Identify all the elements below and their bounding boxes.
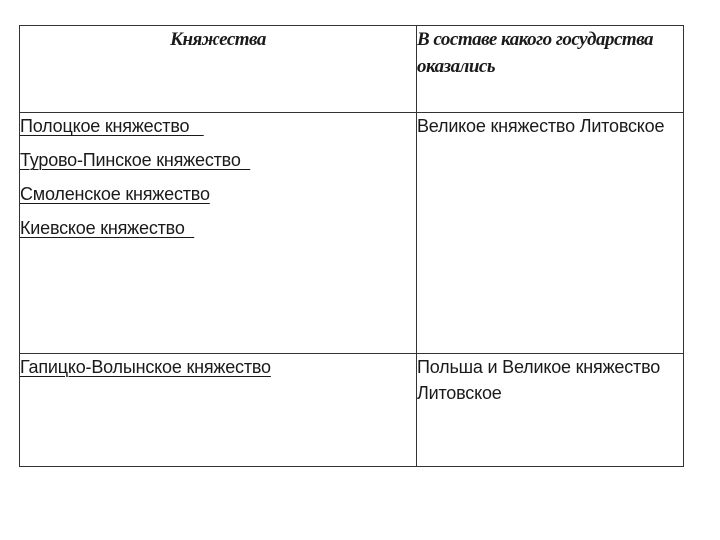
state-text: Польша и Великое княжество Литовское (417, 356, 661, 403)
state-text: Великое княжество Литовское (417, 116, 665, 137)
state-cell (417, 113, 684, 354)
principalities-cell (20, 113, 417, 354)
header-cell-state (417, 26, 684, 113)
header-cell-principalities (20, 26, 417, 113)
principalities-table (19, 25, 684, 467)
principality-item: Смоленское княжество (20, 184, 210, 205)
principalities-cell (20, 353, 417, 466)
principality-item: Полоцкое княжество (20, 116, 204, 137)
state-cell (417, 353, 684, 466)
table-row (20, 113, 684, 354)
table-header-row (20, 26, 684, 113)
principality-item: Гапицко-Волынское княжество (20, 356, 271, 377)
principality-item: Турово-Пинское княжество (20, 150, 251, 171)
header-state-label: В составе какого государства оказались (417, 29, 654, 77)
table-row (20, 353, 684, 466)
header-principalities-label: Княжества (170, 29, 266, 50)
principality-item: Киевское княжество (20, 218, 195, 239)
